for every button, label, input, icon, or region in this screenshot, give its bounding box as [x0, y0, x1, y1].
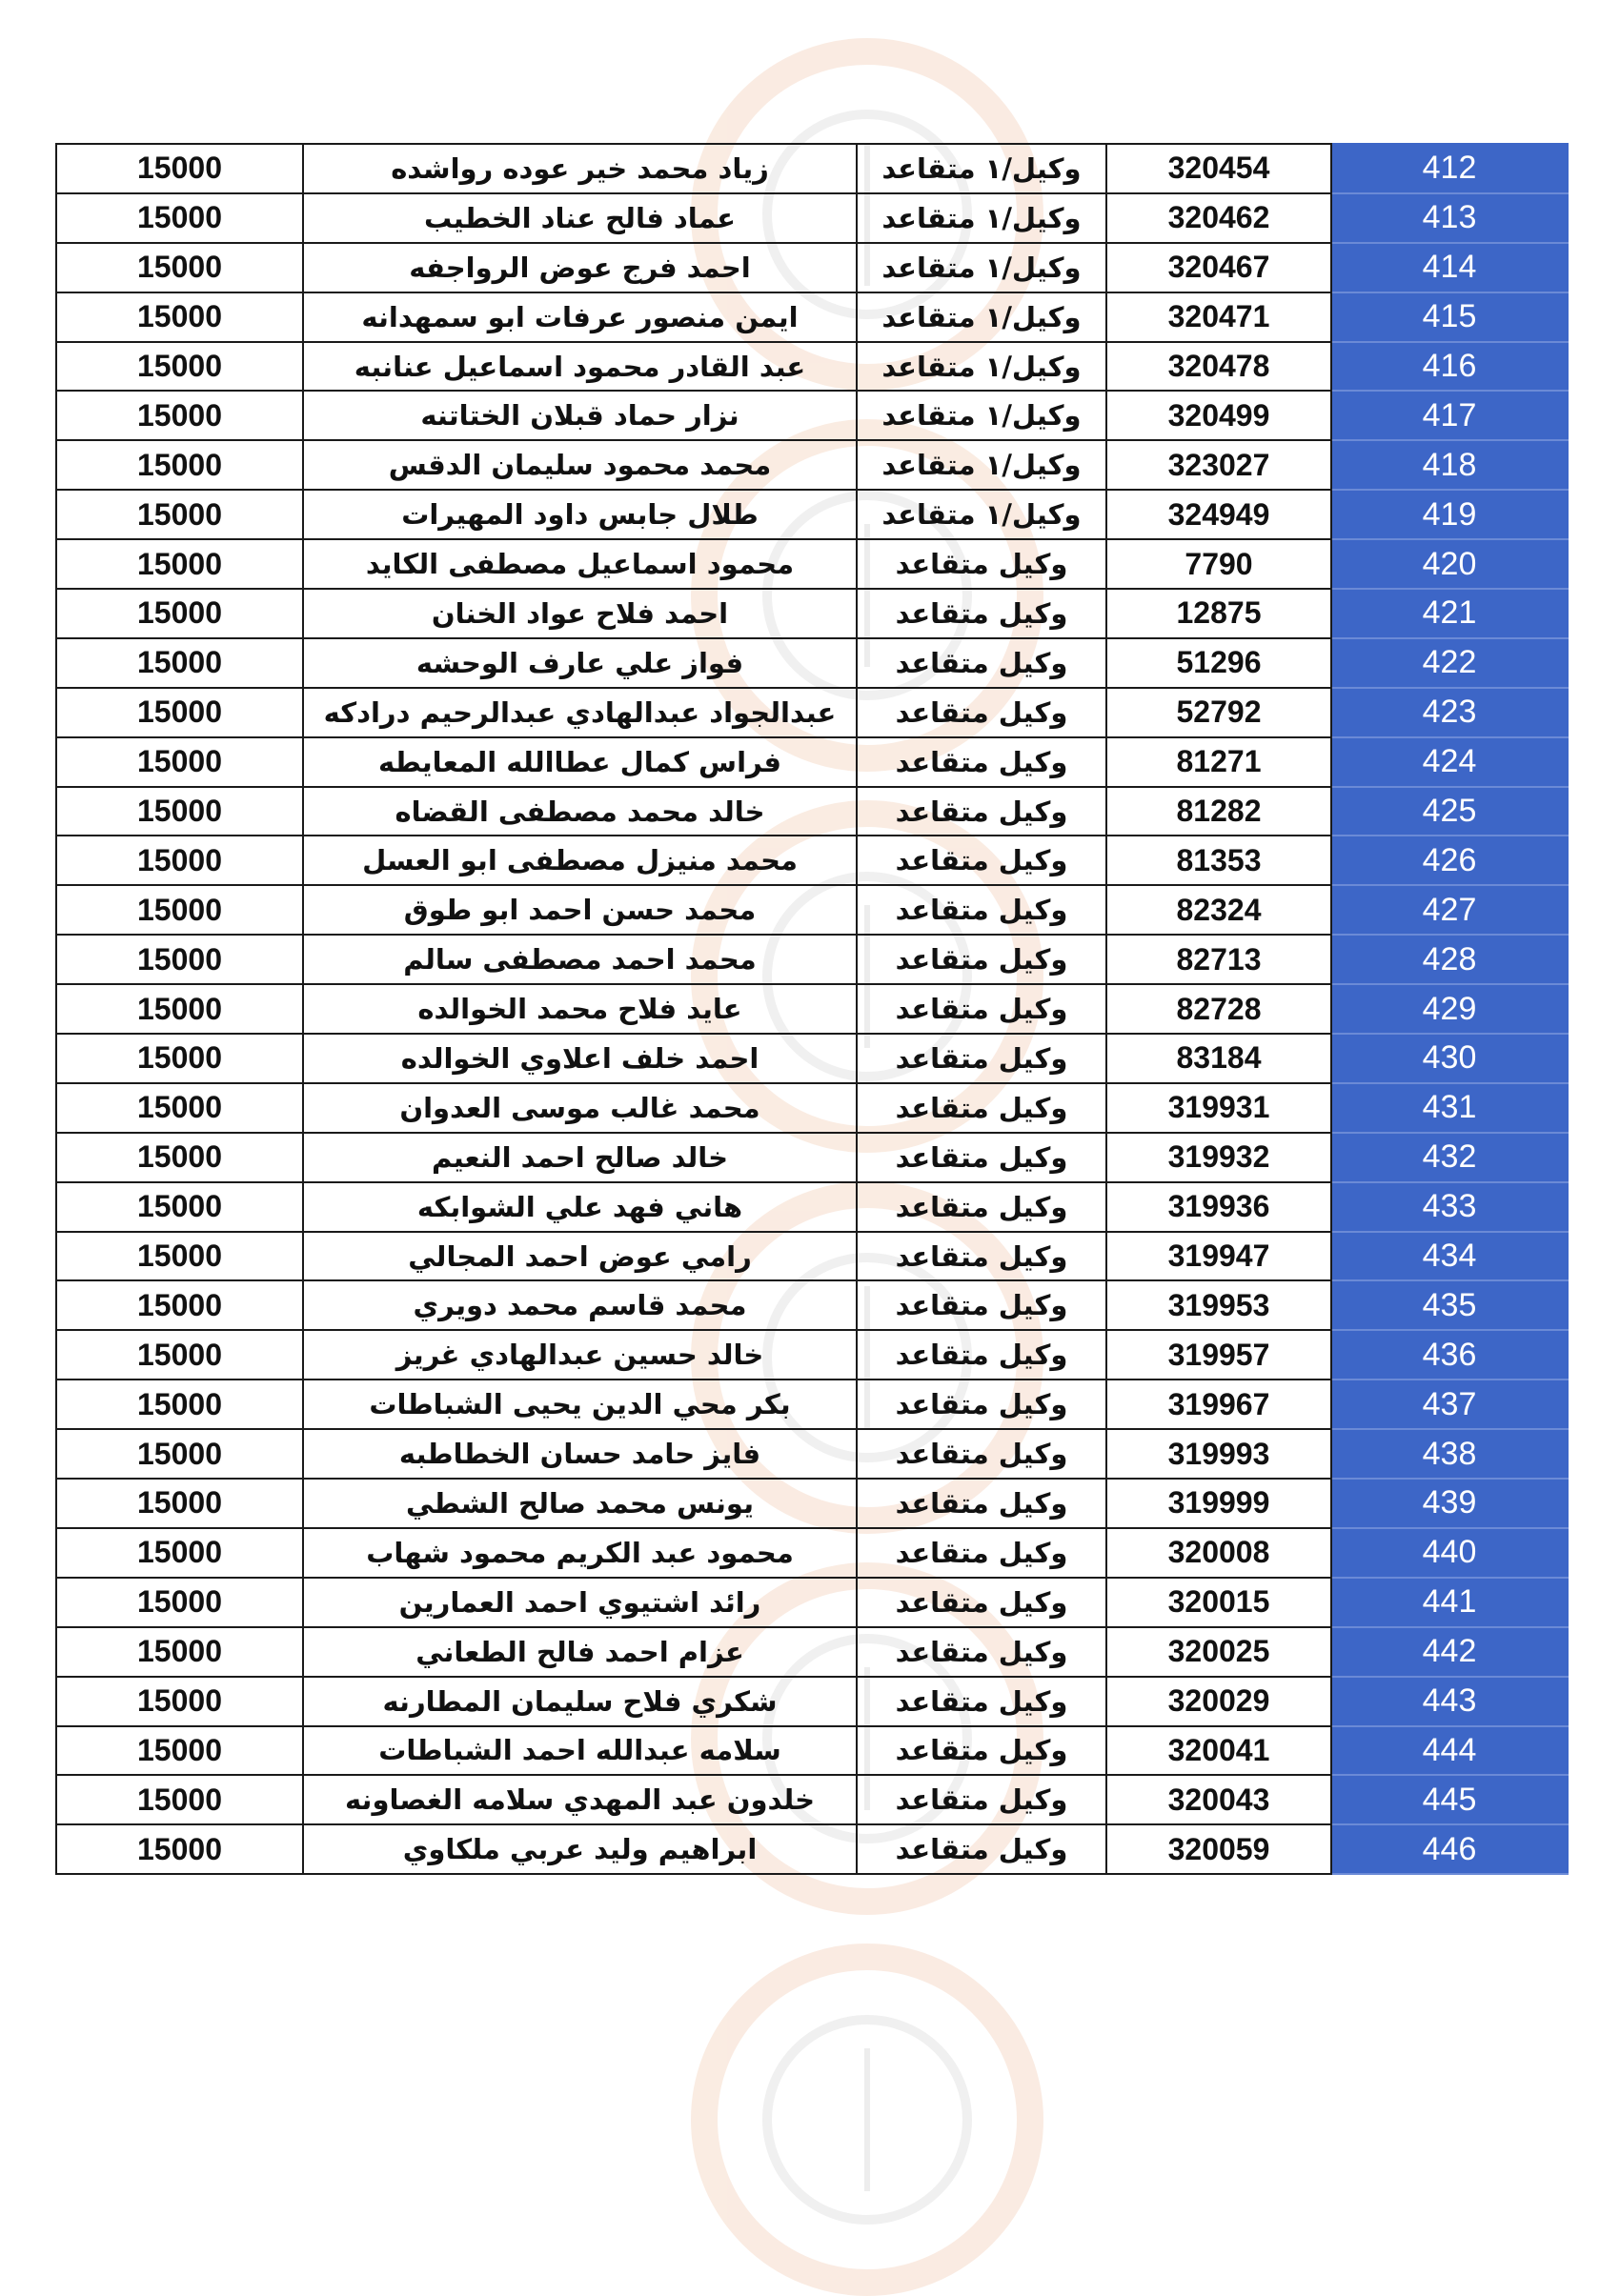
amount-cell: 15000: [56, 391, 303, 440]
rank-cell: وكيل/١ متقاعد: [857, 391, 1106, 440]
amount-cell: 15000: [56, 342, 303, 392]
amount-cell: 15000: [56, 1578, 303, 1627]
amount-cell: 15000: [56, 836, 303, 885]
amount-cell: 15000: [56, 1182, 303, 1232]
amount-cell: 15000: [56, 885, 303, 935]
rank-cell: وكيل متقاعد: [857, 935, 1106, 984]
rank-cell: وكيل متقاعد: [857, 638, 1106, 688]
name-cell: ابراهيم وليد عربي ملكاوي: [303, 1824, 857, 1874]
row-index-cell: 437: [1331, 1380, 1568, 1429]
rank-cell: وكيل متقاعد: [857, 787, 1106, 836]
military-number-cell: 82728: [1106, 984, 1331, 1034]
amount-cell: 15000: [56, 737, 303, 787]
rank-cell: وكيل/١ متقاعد: [857, 193, 1106, 243]
table-row: [56, 1627, 1568, 1677]
rank-cell: وكيل/١ متقاعد: [857, 292, 1106, 342]
name-cell: خلدون عبد المهدي سلامه الغصاونه: [303, 1775, 857, 1824]
rank-cell: وكيل متقاعد: [857, 539, 1106, 589]
row-index-cell: 416: [1331, 342, 1568, 392]
rank-cell: وكيل متقاعد: [857, 1627, 1106, 1677]
table-row: [56, 1380, 1568, 1429]
military-number-cell: 320467: [1106, 243, 1331, 292]
table-row: [56, 1083, 1568, 1133]
table-row: [56, 1824, 1568, 1874]
table-row: [56, 1133, 1568, 1182]
row-index-cell: 442: [1331, 1627, 1568, 1677]
row-index-cell: 419: [1331, 490, 1568, 539]
rank-cell: وكيل/١ متقاعد: [857, 490, 1106, 539]
military-number-cell: 319999: [1106, 1479, 1331, 1528]
military-number-cell: 323027: [1106, 440, 1331, 490]
military-number-cell: 319967: [1106, 1380, 1331, 1429]
table-row: [56, 885, 1568, 935]
rank-cell: وكيل متقاعد: [857, 1824, 1106, 1874]
row-index-cell: 418: [1331, 440, 1568, 490]
name-cell: بكر محي الدين يحيى الشباطات: [303, 1380, 857, 1429]
table-row: [56, 1726, 1568, 1776]
name-cell: محمود عبد الكريم محمود شهاب: [303, 1528, 857, 1578]
military-number-cell: 320499: [1106, 391, 1331, 440]
rank-cell: وكيل/١ متقاعد: [857, 243, 1106, 292]
amount-cell: 15000: [56, 1330, 303, 1380]
row-index-cell: 413: [1331, 193, 1568, 243]
amount-cell: 15000: [56, 1677, 303, 1726]
row-index-cell: 439: [1331, 1479, 1568, 1528]
rank-cell: وكيل متقاعد: [857, 1479, 1106, 1528]
table-row: [56, 688, 1568, 737]
watermark-clock-logo: [691, 1944, 1043, 2296]
name-cell: احمد فرج عوض الرواجفه: [303, 243, 857, 292]
military-number-cell: 81353: [1106, 836, 1331, 885]
military-number-cell: 7790: [1106, 539, 1331, 589]
row-index-cell: 427: [1331, 885, 1568, 935]
military-number-cell: 319953: [1106, 1280, 1331, 1330]
rank-cell: وكيل متقاعد: [857, 1182, 1106, 1232]
name-cell: نزار حماد قبلان الختاتنه: [303, 391, 857, 440]
amount-cell: 15000: [56, 1627, 303, 1677]
name-cell: عايد فلاح محمد الخوالده: [303, 984, 857, 1034]
row-index-cell: 444: [1331, 1726, 1568, 1776]
table-row: [56, 440, 1568, 490]
row-index-cell: 415: [1331, 292, 1568, 342]
row-index-cell: 428: [1331, 935, 1568, 984]
row-index-cell: 443: [1331, 1677, 1568, 1726]
military-number-cell: 319957: [1106, 1330, 1331, 1380]
amount-cell: 15000: [56, 787, 303, 836]
personnel-table: [55, 143, 1569, 1875]
rank-cell: وكيل متقاعد: [857, 1232, 1106, 1281]
amount-cell: 15000: [56, 1528, 303, 1578]
military-number-cell: 320471: [1106, 292, 1331, 342]
amount-cell: 15000: [56, 935, 303, 984]
military-number-cell: 320025: [1106, 1627, 1331, 1677]
row-index-cell: 435: [1331, 1280, 1568, 1330]
military-number-cell: 82324: [1106, 885, 1331, 935]
amount-cell: 15000: [56, 1824, 303, 1874]
table-row: [56, 935, 1568, 984]
name-cell: عماد فالح عناد الخطيب: [303, 193, 857, 243]
row-index-cell: 422: [1331, 638, 1568, 688]
name-cell: فواز علي عارف الوحشه: [303, 638, 857, 688]
table-row: [56, 1775, 1568, 1824]
row-index-cell: 420: [1331, 539, 1568, 589]
military-number-cell: 319993: [1106, 1429, 1331, 1479]
amount-cell: 15000: [56, 440, 303, 490]
row-index-cell: 446: [1331, 1824, 1568, 1874]
military-number-cell: 320478: [1106, 342, 1331, 392]
name-cell: خالد حسين عبدالهادي غريز: [303, 1330, 857, 1380]
table-row: [56, 1280, 1568, 1330]
rank-cell: وكيل متقاعد: [857, 885, 1106, 935]
amount-cell: 15000: [56, 1133, 303, 1182]
amount-cell: 15000: [56, 1034, 303, 1083]
military-number-cell: 319947: [1106, 1232, 1331, 1281]
table-row: [56, 144, 1568, 193]
name-cell: طلال جابس داود المهيرات: [303, 490, 857, 539]
name-cell: عبدالجواد عبدالهادي عبدالرحيم درادكه: [303, 688, 857, 737]
amount-cell: 15000: [56, 243, 303, 292]
rank-cell: وكيل/١ متقاعد: [857, 342, 1106, 392]
row-index-cell: 441: [1331, 1578, 1568, 1627]
military-number-cell: 83184: [1106, 1034, 1331, 1083]
name-cell: عبد القادر محمود اسماعيل عنانبه: [303, 342, 857, 392]
table-row: [56, 836, 1568, 885]
military-number-cell: 320462: [1106, 193, 1331, 243]
rank-cell: وكيل متقاعد: [857, 737, 1106, 787]
name-cell: محمد احمد مصطفى سالم: [303, 935, 857, 984]
name-cell: محمد محمود سليمان الدقس: [303, 440, 857, 490]
military-number-cell: 12875: [1106, 589, 1331, 638]
name-cell: محمد منيزل مصطفى ابو العسل: [303, 836, 857, 885]
rank-cell: وكيل متقاعد: [857, 1083, 1106, 1133]
rank-cell: وكيل متقاعد: [857, 1133, 1106, 1182]
rank-cell: وكيل/١ متقاعد: [857, 440, 1106, 490]
row-index-cell: 425: [1331, 787, 1568, 836]
table-row: [56, 342, 1568, 392]
amount-cell: 15000: [56, 539, 303, 589]
amount-cell: 15000: [56, 490, 303, 539]
row-index-cell: 432: [1331, 1133, 1568, 1182]
name-cell: احمد فلاح عواد الخنان: [303, 589, 857, 638]
amount-cell: 15000: [56, 1429, 303, 1479]
rank-cell: وكيل متقاعد: [857, 1677, 1106, 1726]
table-row: [56, 243, 1568, 292]
name-cell: زياد محمد خير عوده رواشده: [303, 144, 857, 193]
table-row: [56, 1429, 1568, 1479]
name-cell: خالد محمد مصطفى القضاه: [303, 787, 857, 836]
military-number-cell: 320015: [1106, 1578, 1331, 1627]
name-cell: سلامه عبدالله احمد الشباطات: [303, 1726, 857, 1776]
rank-cell: وكيل متقاعد: [857, 1034, 1106, 1083]
military-number-cell: 324949: [1106, 490, 1331, 539]
military-number-cell: 81271: [1106, 737, 1331, 787]
row-index-cell: 431: [1331, 1083, 1568, 1133]
rank-cell: وكيل متقاعد: [857, 984, 1106, 1034]
table-row: [56, 490, 1568, 539]
rank-cell: وكيل متقاعد: [857, 589, 1106, 638]
table-row: [56, 1330, 1568, 1380]
table-row: [56, 1479, 1568, 1528]
table-row: [56, 1578, 1568, 1627]
row-index-cell: 436: [1331, 1330, 1568, 1380]
rank-cell: وكيل متقاعد: [857, 1380, 1106, 1429]
military-number-cell: 320454: [1106, 144, 1331, 193]
rank-cell: وكيل متقاعد: [857, 1330, 1106, 1380]
amount-cell: 15000: [56, 589, 303, 638]
table-row: [56, 589, 1568, 638]
row-index-cell: 440: [1331, 1528, 1568, 1578]
amount-cell: 15000: [56, 1083, 303, 1133]
row-index-cell: 414: [1331, 243, 1568, 292]
table-row: [56, 539, 1568, 589]
rank-cell: وكيل متقاعد: [857, 836, 1106, 885]
name-cell: محمد حسن احمد ابو طوق: [303, 885, 857, 935]
name-cell: احمد خلف اعلاوي الخوالده: [303, 1034, 857, 1083]
row-index-cell: 445: [1331, 1775, 1568, 1824]
name-cell: محمود اسماعيل مصطفى الكايد: [303, 539, 857, 589]
rank-cell: وكيل متقاعد: [857, 688, 1106, 737]
military-number-cell: 52792: [1106, 688, 1331, 737]
rank-cell: وكيل متقاعد: [857, 1528, 1106, 1578]
table-row: [56, 737, 1568, 787]
amount-cell: 15000: [56, 1479, 303, 1528]
name-cell: فراس كمال عطاالله المعايطه: [303, 737, 857, 787]
table-row: [56, 391, 1568, 440]
name-cell: شكري فلاح سليمان المطارنه: [303, 1677, 857, 1726]
rank-cell: وكيل متقاعد: [857, 1280, 1106, 1330]
military-number-cell: 320041: [1106, 1726, 1331, 1776]
amount-cell: 15000: [56, 144, 303, 193]
table-row: [56, 193, 1568, 243]
amount-cell: 15000: [56, 193, 303, 243]
row-index-cell: 421: [1331, 589, 1568, 638]
military-number-cell: 320059: [1106, 1824, 1331, 1874]
rank-cell: وكيل متقاعد: [857, 1775, 1106, 1824]
amount-cell: 15000: [56, 1380, 303, 1429]
military-number-cell: 320043: [1106, 1775, 1331, 1824]
row-index-cell: 438: [1331, 1429, 1568, 1479]
amount-cell: 15000: [56, 1232, 303, 1281]
name-cell: هاني فهد علي الشوابكه: [303, 1182, 857, 1232]
military-number-cell: 82713: [1106, 935, 1331, 984]
row-index-cell: 429: [1331, 984, 1568, 1034]
table-row: [56, 1677, 1568, 1726]
name-cell: ايمن منصور عرفات ابو سمهدانه: [303, 292, 857, 342]
rank-cell: وكيل متقاعد: [857, 1578, 1106, 1627]
row-index-cell: 433: [1331, 1182, 1568, 1232]
amount-cell: 15000: [56, 1280, 303, 1330]
row-index-cell: 430: [1331, 1034, 1568, 1083]
amount-cell: 15000: [56, 638, 303, 688]
table-row: [56, 1034, 1568, 1083]
name-cell: رائد اشتيوي احمد العمارين: [303, 1578, 857, 1627]
military-number-cell: 320029: [1106, 1677, 1331, 1726]
row-index-cell: 426: [1331, 836, 1568, 885]
table-row: [56, 1182, 1568, 1232]
row-index-cell: 434: [1331, 1232, 1568, 1281]
table-row: [56, 292, 1568, 342]
name-cell: محمد قاسم محمد دويري: [303, 1280, 857, 1330]
military-number-cell: 81282: [1106, 787, 1331, 836]
name-cell: خالد صالح احمد النعيم: [303, 1133, 857, 1182]
military-number-cell: 51296: [1106, 638, 1331, 688]
name-cell: عزام احمد فالح الطعاني: [303, 1627, 857, 1677]
row-index-cell: 423: [1331, 688, 1568, 737]
table-row: [56, 1528, 1568, 1578]
amount-cell: 15000: [56, 1726, 303, 1776]
amount-cell: 15000: [56, 984, 303, 1034]
name-cell: محمد غالب موسى العدوان: [303, 1083, 857, 1133]
name-cell: فايز حامد حسان الخطاطبه: [303, 1429, 857, 1479]
name-cell: رامي عوض احمد المجالي: [303, 1232, 857, 1281]
table-row: [56, 787, 1568, 836]
military-number-cell: 319936: [1106, 1182, 1331, 1232]
row-index-cell: 412: [1331, 144, 1568, 193]
military-number-cell: 319931: [1106, 1083, 1331, 1133]
amount-cell: 15000: [56, 292, 303, 342]
rank-cell: وكيل متقاعد: [857, 1429, 1106, 1479]
table-row: [56, 638, 1568, 688]
name-cell: يونس محمد صالح الشطي: [303, 1479, 857, 1528]
table-row: [56, 1232, 1568, 1281]
row-index-cell: 417: [1331, 391, 1568, 440]
military-number-cell: 320008: [1106, 1528, 1331, 1578]
military-number-cell: 319932: [1106, 1133, 1331, 1182]
amount-cell: 15000: [56, 688, 303, 737]
personnel-table-body: [56, 144, 1568, 1874]
rank-cell: وكيل متقاعد: [857, 1726, 1106, 1776]
amount-cell: 15000: [56, 1775, 303, 1824]
row-index-cell: 424: [1331, 737, 1568, 787]
table-row: [56, 984, 1568, 1034]
rank-cell: وكيل/١ متقاعد: [857, 144, 1106, 193]
